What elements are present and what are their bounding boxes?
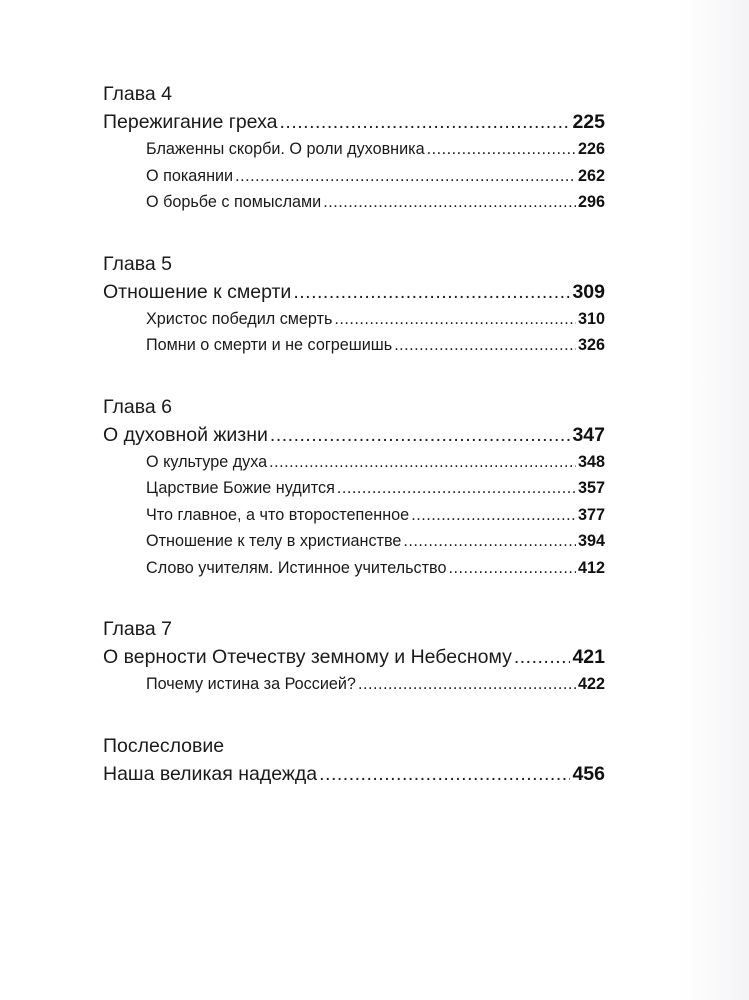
chapter-entry[interactable] [103, 108, 605, 136]
chapter-label: Глава 7 [103, 618, 172, 640]
entry-title: О покаянии [146, 166, 234, 185]
subchapter-entry[interactable] [103, 189, 605, 216]
subchapter-entry[interactable] [103, 671, 605, 698]
page-number: 225 [572, 111, 605, 133]
toc-section [103, 393, 605, 582]
entry-title: Царствие Божие нудится [146, 479, 335, 497]
page-number: 394 [577, 532, 605, 550]
dot-leader [334, 306, 576, 333]
page-edge-shadow [679, 0, 749, 1000]
subchapter-entry[interactable] [103, 306, 605, 333]
dot-leader [337, 475, 576, 502]
page-number: 262 [577, 166, 605, 185]
dot-leader [323, 189, 576, 216]
page-number: 456 [572, 762, 605, 785]
page-number: 296 [577, 193, 605, 211]
toc-section [103, 80, 605, 216]
entry-title: Наша великая надежда [103, 762, 318, 785]
chapter-label: Глава 5 [103, 252, 172, 275]
entry-title: О культуре духа [146, 452, 268, 471]
chapter-label: Глава 6 [103, 395, 172, 418]
entry-title: О духовной жизни [103, 423, 268, 446]
subchapter-entry[interactable] [103, 475, 605, 502]
dot-leader [448, 555, 576, 582]
chapter-entry[interactable] [103, 643, 605, 671]
page-number: 310 [577, 309, 605, 328]
dot-leader [279, 108, 570, 136]
subchapter-entry[interactable] [103, 528, 605, 555]
entry-title: Что главное, а что второстепенное [146, 505, 410, 524]
page-number: 422 [577, 675, 605, 693]
page-number: 326 [577, 336, 605, 354]
entry-title: Отношение к смерти [103, 280, 292, 303]
page-number: 357 [577, 479, 605, 497]
subchapter-entry[interactable] [103, 163, 605, 190]
entry-title: Почему истина за Россией? [146, 675, 356, 693]
chapter-label: Глава 4 [103, 83, 172, 105]
entry-title: О борьбе с помыслами [146, 193, 322, 211]
entry-title: О верности Отечеству земному и Небесному [103, 646, 512, 668]
dot-leader [427, 136, 576, 163]
dot-leader [403, 528, 576, 555]
dot-leader [270, 421, 571, 449]
entry-title: Отношение к телу в христианстве [146, 532, 402, 550]
page-number: 412 [577, 558, 605, 577]
chapter-label: Послесловие [103, 734, 225, 757]
page-number: 348 [577, 452, 605, 471]
toc-section [103, 615, 605, 698]
subchapter-entry[interactable] [103, 555, 605, 582]
dot-leader [235, 163, 576, 190]
subchapter-entry[interactable] [103, 449, 605, 476]
entry-title: Помни о смерти и не согрешишь [146, 336, 393, 354]
page-number: 421 [572, 646, 605, 668]
dot-leader [394, 332, 576, 359]
entry-title: Пережигание греха [103, 111, 278, 133]
dot-leader [319, 760, 570, 788]
page-number: 309 [572, 280, 605, 303]
subchapter-entry[interactable] [103, 136, 605, 163]
chapter-entry[interactable] [103, 421, 605, 449]
dot-leader [358, 671, 576, 698]
chapter-entry[interactable] [103, 278, 605, 306]
dot-leader [293, 278, 570, 306]
chapter-entry[interactable] [103, 760, 605, 788]
dot-leader [411, 502, 576, 529]
toc-section [103, 732, 605, 788]
page-number: 347 [572, 423, 605, 446]
entry-title: Христос победил смерть [146, 309, 333, 328]
toc-section [103, 250, 605, 359]
dot-leader [269, 449, 576, 476]
page-number: 226 [577, 140, 605, 158]
page-number: 377 [577, 505, 605, 524]
subchapter-entry[interactable] [103, 502, 605, 529]
entry-title: Слово учителям. Истинное учительство [146, 558, 447, 577]
table-of-contents [103, 80, 605, 822]
entry-title: Блаженны скорби. О роли духовника [146, 140, 425, 158]
subchapter-entry[interactable] [103, 332, 605, 359]
dot-leader [514, 643, 571, 671]
